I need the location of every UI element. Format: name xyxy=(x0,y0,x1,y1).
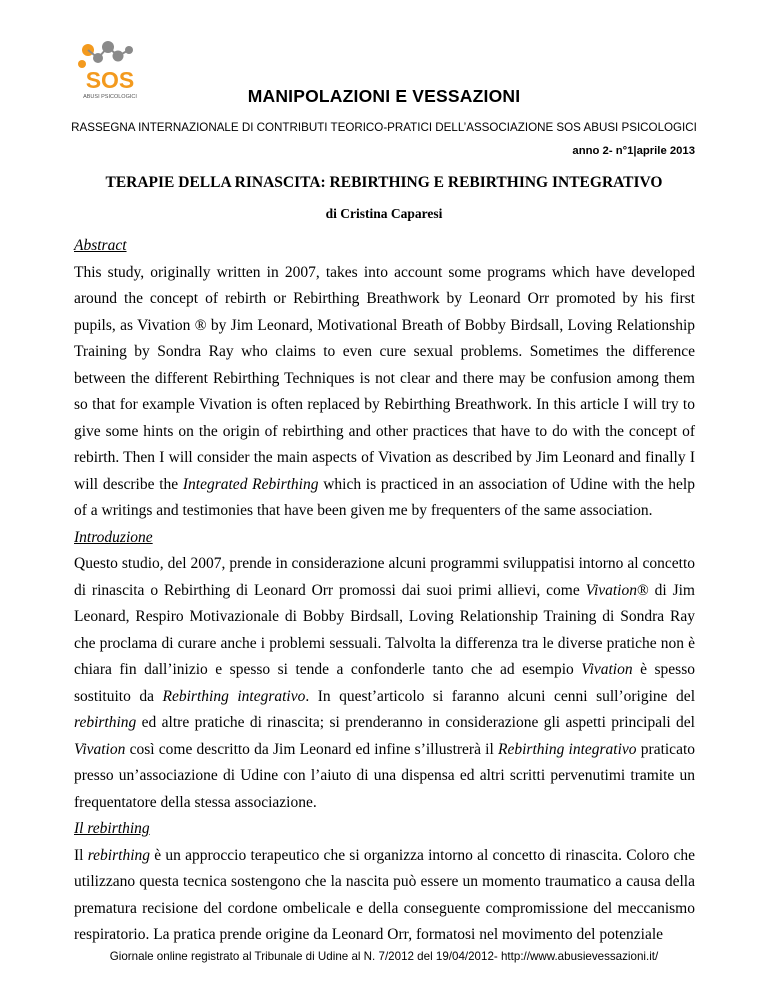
rebirthing-paragraph: Il rebirthing è un approccio terapeutico che si organizza intorno al concetto di rinascita. Coloro che utilizzano questa tecnica sostengono che la nascita può essere un momento traumatico a causa della prematura recisione del cordone ombelicale e della conseguente compromissione del meccanismo respiratorio. La pratica prende origine da Leonard Orr, formatosi nel movimento del potenziale xyxy=(74,846,696,943)
rebirthing-heading: Il rebirthing xyxy=(74,820,150,837)
abstract-paragraph: This study, originally written in 2007, takes into account some programs which have developed around the concept of rebirth or Rebirthing Breathwork by Leonard Orr promoted by his first pupils, as Vivation ® by Jim Leonard, Motivational Breath of Bobby Birdsall, Loving Relationship Training by Sondra Ray who claims to even cure sexual problems. Sometimes the difference between the different Rebirthing Techniques is not clear and there may be confusion among them so that for example Vivation is often replaced by Rebirthing Breathwork. In this article I will try to give some hints on the origin of rebirthing and other practices that have to do with the concept of rebirth. Then I will consider the main aspects of Vivation as described by Jim Leonard and finally I will describe the Integrated Rebirthing which is practiced in an association of Udine with the help of a writings and testimonies that have been given me by frequenters of the same association. xyxy=(74,263,695,519)
issue-info: anno 2- n°1|aprile 2013 xyxy=(572,145,695,157)
article-body xyxy=(74,233,695,949)
abstract-heading: Abstract xyxy=(74,237,127,254)
svg-text:ABUSI PSICOLOGICI: ABUSI PSICOLOGICI xyxy=(83,94,137,100)
article-title: TERAPIE DELLA RINASCITA: REBIRTHING E REBIRTHING INTEGRATIVO xyxy=(105,174,663,191)
intro-heading: Introduzione xyxy=(74,528,153,546)
intro-paragraph: Questo studio, del 2007, prende in considerazione alcuni programmi sviluppatisi intorno al concetto di rinascita o Rebirthing di Leonard Orr promossi dai suoi primi allievi, come Vivation® di Jim Leonard, Respiro Motivazionale di Bobby Birdsall, Loving Relationship Training di Sondra Ray che proclama di curare anche i problemi sessuali. Talvolta la differenza tra le diverse pratiche non è chiara fin dall’inizio e spesso si tende a confonderle tanto che ad esempio Vivation è spesso sostituito da Rebirthing integrativo. In quest’articolo si faranno alcuni cenni sull’origine del rebirthing ed altre pratiche di rinascita; si prenderanno in considerazione gli aspetti principali del Vivation così come descritto da Jim Leonard ed infine s’illustrerà il Rebirthing integrativo praticato presso un’associazione di Udine con l’aiuto di una dispensa ed altri scritti pervenutimi tramite un frequentatore della stessa associazione. xyxy=(74,555,695,811)
svg-text:SOS: SOS xyxy=(85,67,135,93)
journal-subtitle: RASSEGNA INTERNAZIONALE DI CONTRIBUTI TEORICO-PRATICI DELL’ASSOCIAZIONE SOS ABUSI PSICOLOGICI xyxy=(71,121,697,134)
article-author: di Cristina Caparesi xyxy=(325,206,443,221)
journal-title: MANIPOLAZIONI E VESSAZIONI xyxy=(247,86,521,106)
page-footer: Giornale online registrato al Tribunale di Udine al N. 7/2012 del 19/04/2012- http://www.abusievessazioni.it/ xyxy=(109,950,659,963)
